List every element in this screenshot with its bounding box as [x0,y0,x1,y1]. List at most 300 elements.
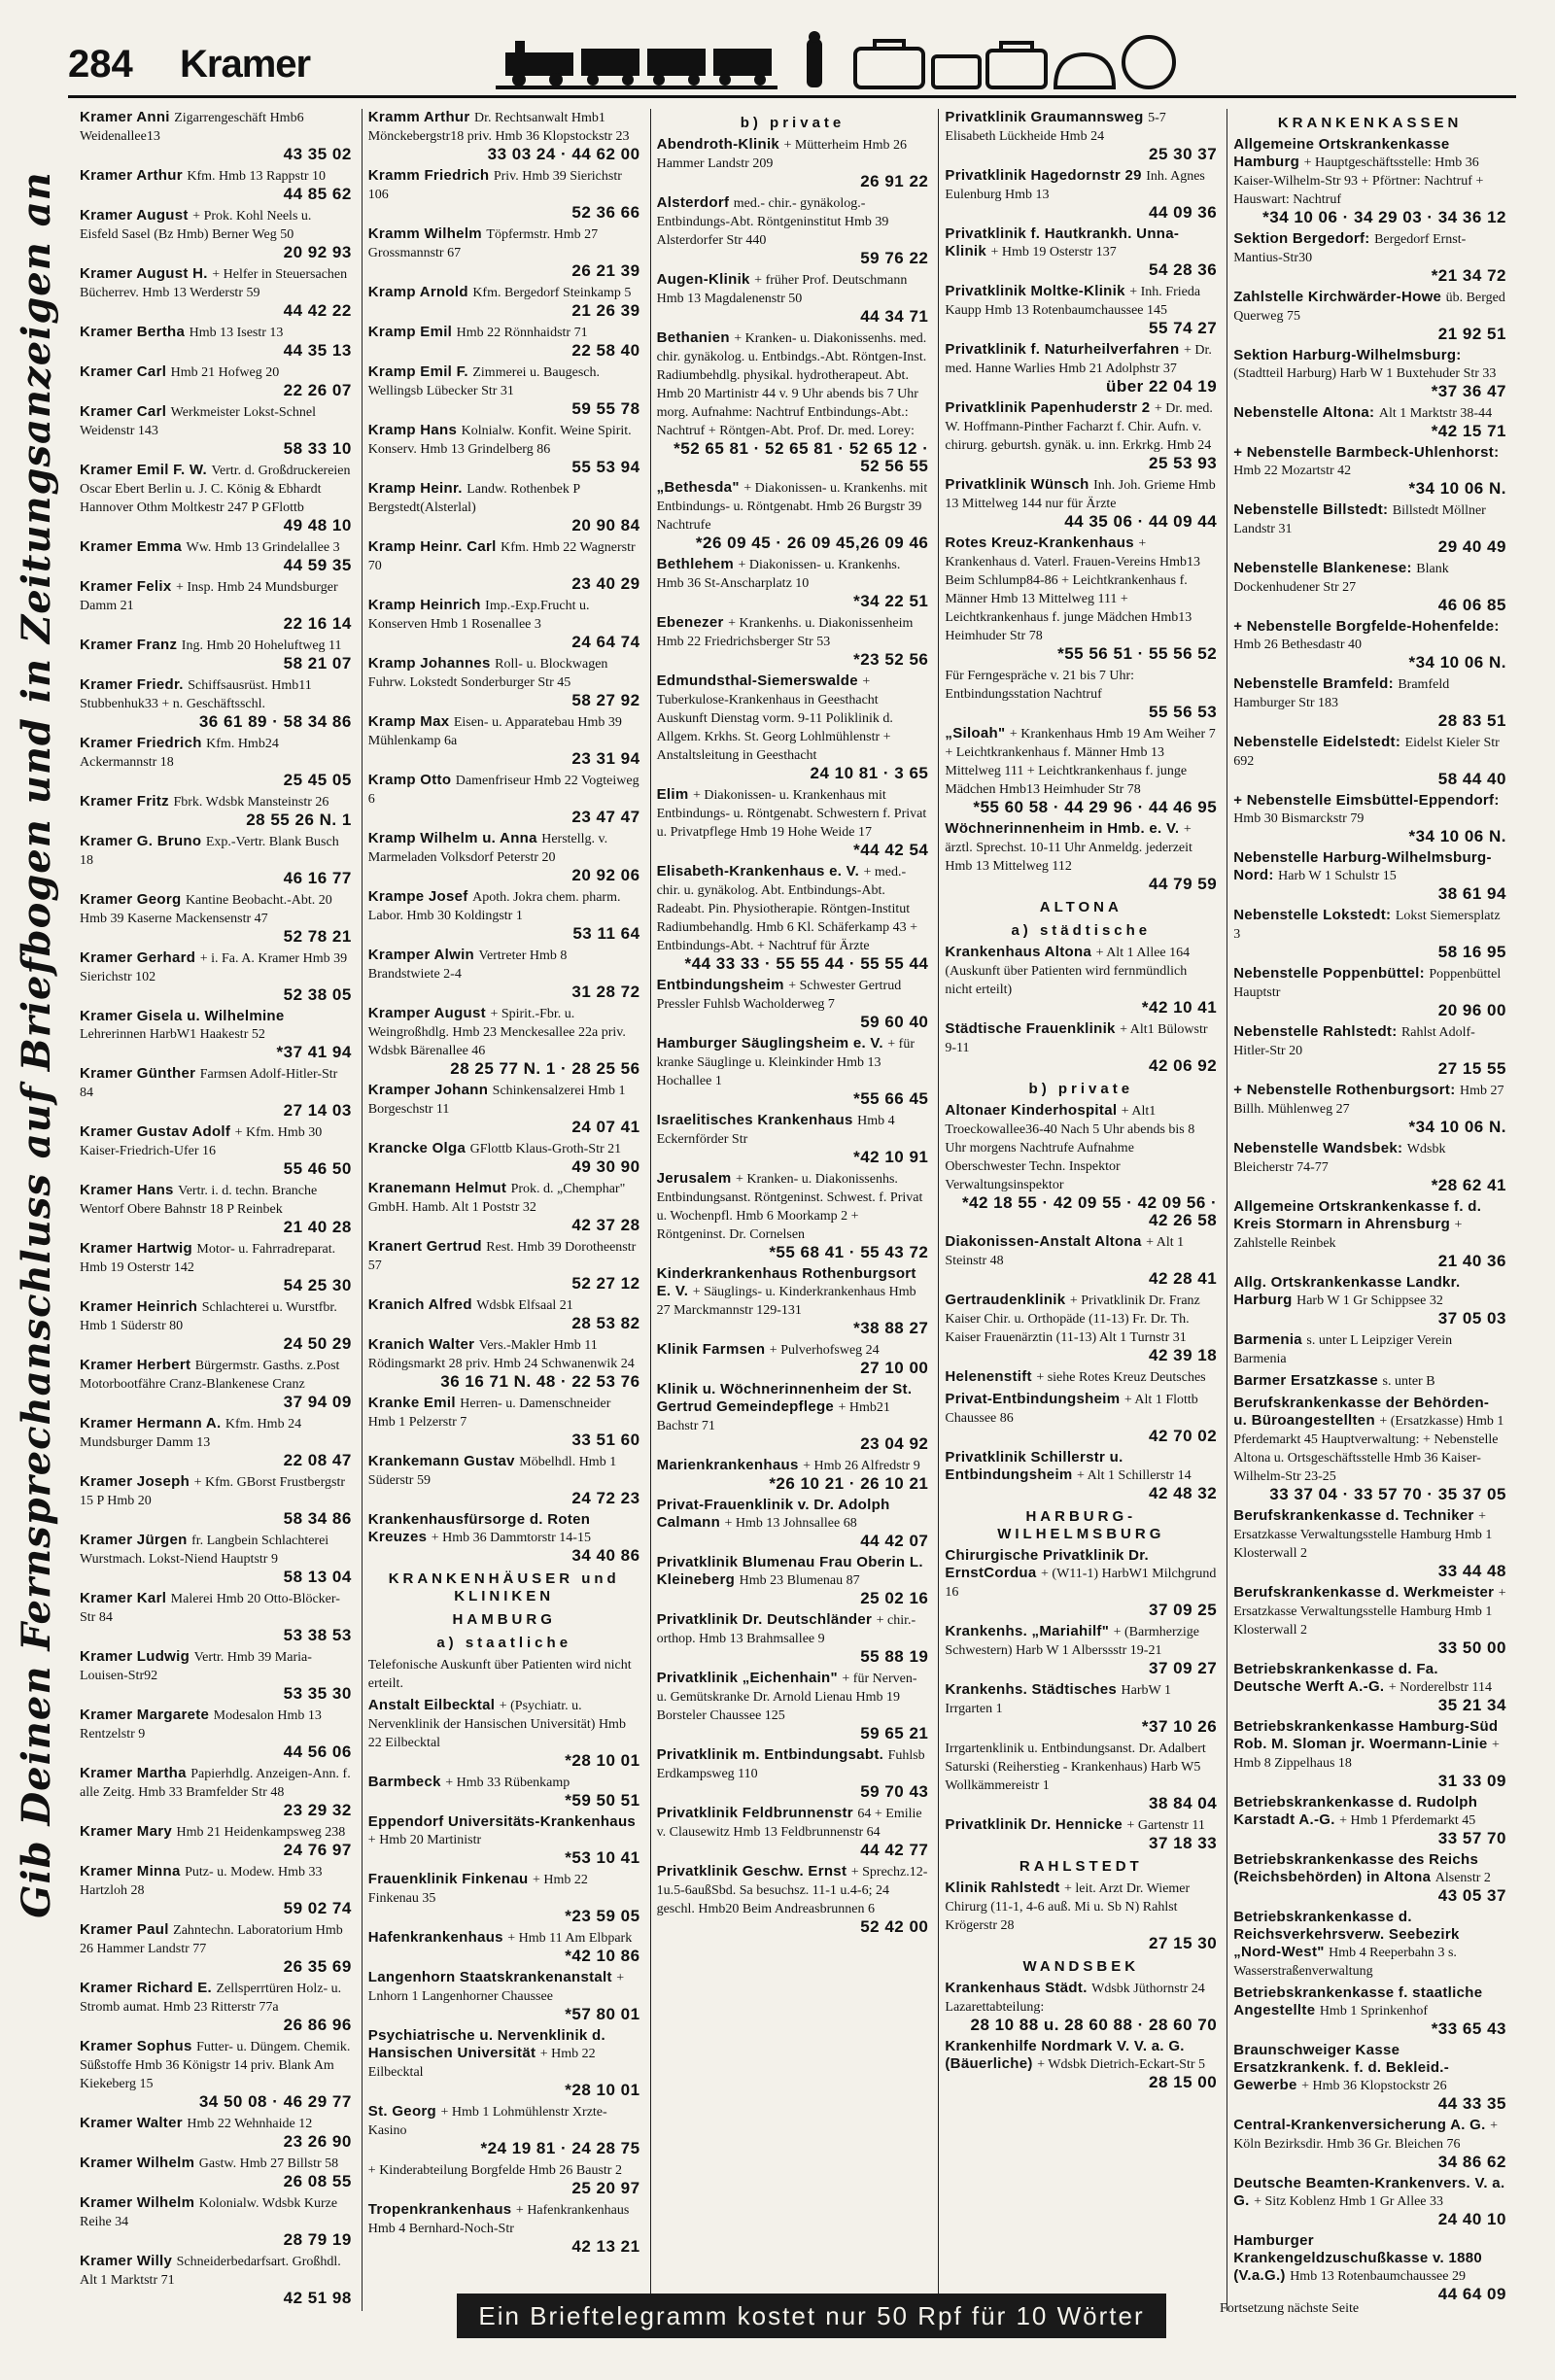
entry-name: Kramer Wilhelm [80,2194,199,2211]
entry-name: Kramp Emil [367,324,457,340]
section-heading: WANDSBEK [1022,1958,1140,1975]
entry-detail: Hmb 1 Sprinkenhof [1319,2004,1429,2018]
entry-name: Kramer Sophus [80,2038,197,2054]
entry-detail: Schneiderbedarfsart. Großhdl. Alt 1 Marktstr 71 [80,2255,341,2288]
directory-entry [657,1746,929,1801]
entry-phone: 33 57 70 [1437,1829,1506,1847]
entry-name: Edmundsthal-Siemerswalde [656,673,863,689]
directory-entry [1233,1661,1506,1714]
entry-phone: 26 35 69 [283,1957,352,1976]
section-heading: b) private [740,115,846,131]
entry-name: Eppendorf Universitäts-Krankenhaus [367,1813,637,1830]
entry-name: Klinik Farmsen [656,1341,770,1358]
entry-phone: 22 08 47 [283,1451,352,1469]
entry-detail: + für kranke Säuglinge u. Kleinkinder Hmb 13 Hochallee 1 [656,1037,916,1088]
directory-entry [945,1547,1217,1619]
entry-phone: 59 65 21 [860,1724,929,1742]
entry-name: Krancke Olga [367,1140,470,1156]
entry-detail: + für Nerven- u. Gemütskranke Dr. Arnold Lienau Hmb 19 Borsteler Chaussee 125 [656,1672,917,1723]
entry-name: Allgemeine Ortskrankenkasse Hamburg [1233,136,1450,170]
directory-entry [1233,1718,1506,1790]
entry-name: Nebenstelle Altona: [1233,404,1379,421]
entry-phone: 23 31 94 [571,749,640,768]
entry-detail: Vers.-Makler Hmb 11 Rödingsmarkt 28 priv. Hmb 24 Schwanenwik 24 [367,1338,635,1371]
entry-phone: *28 10 01 [565,1751,640,1770]
entry-phone: 28 25 77 N. 1 · 28 25 56 [450,1059,640,1078]
entry-detail: + Lnhorn 1 Langenhorner Chaussee [367,1971,625,2004]
directory-entry [1233,1984,1506,2038]
entry-detail: + Hmb 22 Eilbecktal [367,2047,596,2080]
entry-detail: + Insp. Hmb 24 Mundsburger Damm 21 [80,580,338,613]
directory-entry [1233,1395,1506,1503]
entry-phone: 31 33 09 [1437,1772,1506,1790]
entry-name: Klinik Rahlstedt [945,1880,1065,1896]
directory-entry [368,1395,640,1449]
entry-phone: 20 96 00 [1437,1001,1506,1019]
directory-entry [80,2155,352,2190]
entry-name: Kramer Herbert [80,1357,195,1373]
side-banner: Gib Deinen Fernsprechanschluss auf Briefbogen und in Zeitungsanzeigen an [14,171,59,1918]
entry-name: Kramper Alwin [367,947,479,963]
entry-detail: + (Barmherzige Schwestern) Harb W 1 Alberssstr 19-21 [945,1625,1199,1658]
directory-entry [1233,1372,1506,1391]
entry-phone: 58 16 95 [1437,943,1506,961]
directory-entry [80,949,352,1004]
directory-entry [80,1921,352,1976]
entry-phone: 43 05 37 [1437,1886,1506,1905]
column-3 [651,109,940,2311]
entry-detail: Töpfermstr. Hmb 27 Grossmannstr 67 [367,227,599,260]
directory-entry [368,1697,640,1770]
entry-phone: *37 10 26 [1141,1717,1218,1736]
entry-name: Kramer Arthur [80,167,188,184]
column-2 [363,109,651,2311]
entry-detail: Inh. Joh. Grieme Hmb 13 Mittelweg 144 nur für Ärzte [945,478,1216,511]
entry-detail: + Hafenkrankenhaus Hmb 4 Bernhard-Noch-Str [367,2203,630,2236]
entry-phone: 28 53 82 [571,1314,640,1332]
entry-detail: + Ersatzkasse Verwaltungsstelle Hamburg Hmb 1 Klosterwall 2 [1233,1586,1506,1638]
entry-name: Kramer Jürgen [80,1532,192,1548]
footer-banner: Ein Brieftelegramm kostet nur 50 Rpf für 10 Wörter [457,2294,1166,2338]
entry-phone: 24 72 23 [571,1489,640,1507]
entry-detail: + Kfm. Hmb 30 Kaiser-Friedrich-Ufer 16 [80,1125,323,1158]
entry-name: Bethlehem [656,556,739,572]
entry-name: Hamburger Krankengeldzuschußkasse v. 1880 (V.a.G.) [1233,2232,1482,2284]
entry-name: Kramp Otto [367,772,456,788]
entry-detail: Kfm. Bergedorf Steinkamp 5 [472,286,632,300]
entry-detail: Harb W 1 Schulstr 15 [1278,869,1397,883]
entry-phone: 23 47 47 [571,808,640,826]
entry-phone: *37 36 47 [1431,382,1506,400]
section-heading: KRANKENHÄUSER und KLINIKEN [388,1570,620,1604]
entry-name: Chirurgische Privatklinik Dr. ErnstCordua [945,1547,1149,1581]
entry-detail: Malerei Hmb 20 Otto-Blöcker-Str 84 [80,1592,340,1625]
entry-phone: 26 21 39 [571,261,640,280]
entry-detail: Herstellg. v. Marmeladen Volksdorf Peterstr 20 [367,832,608,865]
entry-name: Kramer Margarete [80,1707,214,1723]
directory-entry [1233,560,1506,614]
entry-detail: Hmb 30 Bismarckstr 79 [1233,811,1365,826]
entry-phone: 20 92 93 [283,243,352,261]
entry-name: Kramm Friedrich [367,167,494,184]
entry-phone: 42 51 98 [283,2289,352,2307]
entry-detail: + Alt 1 Allee 164 (Auskunft über Patienten wird fernmündlich nicht erteilt) [945,946,1191,997]
directory-entry [657,136,929,190]
entry-name: Anstalt Eilbecktal [367,1697,500,1713]
directory-entry [1233,136,1506,226]
entry-phone: 37 09 27 [1149,1659,1218,1677]
directory-entry [80,109,352,163]
entry-phone: 59 55 78 [571,399,640,418]
entry-phone: 37 09 25 [1149,1601,1218,1619]
entry-phone: 33 51 60 [571,1431,640,1449]
entry-detail: Fuhlsb Erdkampsweg 110 [656,1748,925,1781]
directory-entry [368,1140,640,1176]
entry-detail: + (Psychiatr. u. Nervenklinik der Hansischen Universität) Hmb 22 Eilbecktal [367,1699,626,1750]
directory-entry [1233,1507,1506,1580]
directory-entry [80,265,352,320]
entry-name: Gertraudenklinik [945,1292,1070,1308]
entry-phone: 52 36 66 [571,203,640,222]
entry-name: Kramer Emma [80,538,187,555]
entry-phone: 33 44 48 [1437,1562,1506,1580]
entry-phone: *55 56 51 · 55 56 52 [1057,644,1218,663]
entry-phone: 46 16 77 [283,869,352,887]
entry-phone: 21 40 28 [283,1218,352,1236]
entry-phone: 42 39 18 [1149,1346,1218,1364]
entry-phone: 44 56 06 [283,1742,352,1761]
entry-detail: Schiffsausrüst. Hmb11 Stubbenhuk33 + n. Geschäftsschl. [80,678,312,711]
entry-name: Kramp Johannes [367,655,496,672]
entry-name: Nebenstelle Blankenese: [1233,560,1417,576]
entry-detail: Exp.-Vertr. Blank Busch 18 [80,835,339,868]
entry-detail: + Hmb 26 Alfredstr 9 [803,1459,920,1473]
entry-name: Ebenezer [656,614,729,631]
entry-name: Nebenstelle Harburg-Wilhelmsburg-Nord: [1233,849,1492,883]
entry-detail: Putz- u. Modew. Hmb 33 Hartzloh 28 [80,1865,323,1898]
entry-phone: 24 50 29 [283,1334,352,1353]
directory-entry [945,167,1217,222]
directory-entry [80,324,352,360]
entry-name: + Nebenstelle Borgfelde-Hohenfelde: [1233,618,1500,635]
entry-name: Kramer Heinrich [80,1298,202,1315]
directory-entry [368,1929,640,1965]
entry-name: Krankenhs. „Mariahilf" [945,1623,1114,1639]
directory-entry [368,1511,640,1565]
entry-name: Kramer Walter [80,2115,188,2131]
page-header [68,27,1516,98]
entry-detail: Prok. d. „Chemphar" GmbH. Hamb. Alt 1 Poststr 32 [367,1182,626,1215]
entry-detail: + Hmb 33 Rübenkamp [445,1776,570,1790]
directory-entry [368,2027,640,2099]
entry-name: „Bethesda" [656,479,744,496]
directory-entry [657,329,929,475]
entry-phone: 31 28 72 [571,983,640,1001]
entry-name: Kramer Fritz [80,793,174,810]
directory-entry [80,1065,352,1120]
entry-name: Privatklinik f. Naturheilverfahren [945,341,1184,358]
directory-entry [1233,1851,1506,1905]
entry-detail: Inh. Agnes Eulenburg Hmb 13 [945,169,1205,202]
section-heading: ALTONA [1039,899,1123,915]
entry-phone: 24 64 74 [571,633,640,651]
entry-detail: Hmb 13 Isestr 13 [189,326,284,340]
directory-entry [657,271,929,326]
entry-detail: + Krankenhaus d. Vaterl. Frauen-Vereins Hmb13 Beim Schlump84-86 + Leichtkrankenhaus f. Männer Hmb 13 Mittelweg 111 + Leichtkrankenhaus f. junge Mädchen Hmb13 Heimhuder Str 78 [945,536,1200,643]
entry-phone: *23 52 56 [853,650,929,669]
entry-detail: + Hmb 20 Martinistr [367,1833,482,1847]
directory-entry [657,1611,929,1666]
directory-entry [368,1453,640,1507]
entry-name: Nebenstelle Wandsbek: [1233,1140,1407,1156]
entry-phone: 25 45 05 [283,771,352,789]
entry-phone: 59 02 74 [283,1899,352,1917]
directory-entry [1233,347,1506,400]
entry-detail: + Säuglings- u. Kinderkrankenhaus Hmb 27 Marckmannstr 129-131 [656,1285,916,1318]
entry-phone: 28 55 26 N. 1 [246,811,352,829]
entry-detail: + i. Fa. A. Kramer Hmb 39 Sierichstr 102 [80,951,348,984]
directory-entry [368,2201,640,2256]
entry-name: Altonaer Kinderhospital [945,1102,1122,1119]
entry-detail: Möbelhdl. Hmb 1 Süderstr 59 [367,1455,617,1488]
section-heading: b) private [1028,1081,1134,1097]
directory-entry [657,1035,929,1108]
entry-name: Privatklinik f. Hautkrankh. Unna-Klinik [945,225,1180,259]
entry-phone: *42 18 55 · 42 09 55 · 42 09 56 · 42 26 58 [961,1193,1218,1229]
entry-name: Sektion Bergedorf: [1233,230,1375,247]
entry-detail: Herren- u. Damenschneider Hmb 1 Pelzerstr 7 [367,1397,611,1430]
entry-detail: GFlottb Klaus-Groth-Str 21 [469,1142,622,1156]
entry-phone: 20 92 06 [571,866,640,884]
entry-name: Kramer Karl [80,1590,171,1606]
entry-detail: s. unter B [1382,1374,1435,1389]
entry-phone: 44 35 13 [283,341,352,360]
entry-phone: *59 50 51 [565,1791,640,1810]
directory-entry [657,863,929,973]
entry-detail: Wdsbk Elfsaal 21 [476,1298,573,1313]
directory-entry [368,225,640,280]
entry-name: + Nebenstelle Eimsbüttel-Eppendorf: [1233,792,1500,809]
entry-name: Kramer Gustav Adolf [80,1123,235,1140]
directory-entry [1233,1140,1506,1194]
entry-phone: 37 18 33 [1149,1834,1218,1852]
directory-entry [1233,2175,1506,2228]
entry-detail: üb. Berged Querweg 75 [1233,291,1505,324]
directory-entry [80,1648,352,1703]
entry-phone: *34 10 06 N. [1408,827,1506,845]
entry-detail: Kfm. Hmb 22 Wagnerstr 70 [367,540,636,573]
entry-detail: + Kfm. GBorst Frustbergstr 15 P Hmb 20 [80,1475,346,1508]
directory-entry [657,673,929,782]
directory-entry [80,1415,352,1469]
entry-detail: 5-7 Elisabeth Lückheide Hmb 24 [945,111,1166,144]
entry-name: Kranich Walter [367,1336,479,1353]
directory-entry [1233,1023,1506,1078]
entry-detail: + Hauptgeschäftsstelle: Hmb 36 Kaiser-Wilhelm-Str 93 + Pförtner: Nachtruf + Hauswart: Nachtruf [1233,155,1484,207]
entry-detail: Billstedt Möllner Landstr 31 [1233,503,1486,536]
entry-detail: Telefonische Auskunft über Patienten wird nicht erteilt. [367,1658,632,1691]
entry-name: Kramer Emil F. W. [80,462,212,478]
directory-entry [368,480,640,535]
directory-entry [945,476,1217,531]
directory-entry [368,830,640,884]
directory-entry [945,283,1217,337]
entry-phone: 26 08 55 [283,2172,352,2190]
directory-entry [80,1240,352,1294]
entry-detail: Kfm. Hmb24 Ackermannstr 18 [80,737,279,770]
footnote: Fortsetzung nächste Seite [1220,2301,1360,2316]
directory-entry [945,1816,1217,1852]
entry-phone: 37 05 03 [1437,1309,1506,1328]
entry-phone: *26 10 21 · 26 10 21 [769,1474,929,1493]
entry-detail: + Hmb 1 Pferdemarkt 45 [1339,1813,1476,1828]
entry-phone: 22 26 07 [283,381,352,399]
entry-phone: *34 10 06 · 34 29 03 · 34 36 12 [1262,208,1506,226]
directory-entry [1233,734,1506,788]
entry-phone: 58 44 40 [1437,770,1506,788]
entry-name: Kramer Günther [80,1065,200,1082]
entry-phone: 36 16 71 N. 48 · 22 53 76 [440,1372,640,1391]
directory-entry [80,1863,352,1917]
entry-phone: 52 38 05 [283,985,352,1004]
entry-phone: 53 11 64 [572,924,640,943]
directory-entry [945,1623,1217,1677]
directory-entry [368,324,640,360]
entry-name: Privatklinik Dr. Deutschländer [656,1611,877,1628]
entry-name: Central-Krankenversicherung A. G. [1233,2117,1491,2133]
entry-phone: *55 60 58 · 44 29 96 · 44 46 95 [973,798,1218,816]
entry-name: Kramer Franz [80,637,182,653]
section-heading: HARBURG-WILHELMSBURG [997,1508,1165,1542]
entry-detail: + Dr. med. W. Hoffmann-Pinther Facharzt f. Chir. Aufn. v. chirurg. geburtsh. gynäk. u. inn. Erkrkg. Hmb 24 [945,401,1213,453]
entry-phone: 20 90 84 [571,516,640,535]
directory-entry [80,1765,352,1819]
entry-detail: + Hmb 8 Zippelhaus 18 [1233,1738,1500,1771]
directory-entry [1233,1274,1506,1328]
entry-phone: *34 22 51 [853,592,929,610]
entry-detail: + Köln Bezirksdir. Hmb 36 Gr. Bleichen 76 [1233,2119,1498,2152]
column-1 [74,109,363,2311]
entry-name: Kramer Carl [80,403,171,420]
entry-detail: + Hmb 36 Klopstockstr 26 [1301,2079,1447,2093]
directory-entry [80,2038,352,2111]
entry-detail: Rest. Hmb 39 Dorotheenstr 57 [367,1240,637,1273]
entry-name: Privatklinik Wünsch [945,476,1094,493]
entry-name: Berufskrankenkasse der Behörden- u. Büroangestellten [1233,1395,1490,1429]
entry-name: Kramer Gerhard [80,949,200,966]
entry-detail: Hmb 4 Eckernförder Str [656,1114,895,1147]
entry-phone: *37 41 94 [276,1043,352,1061]
entry-name: Nebenstelle Rahlstedt: [1233,1023,1401,1040]
entry-phone: 44 09 36 [1149,203,1218,222]
entry-name: + Nebenstelle Barmbeck-Uhlenhorst: [1233,444,1500,461]
entry-phone: 35 21 34 [1437,1696,1506,1714]
entry-name: Krankenhaus Altona [945,944,1096,960]
entry-phone: *34 10 06 N. [1408,1118,1506,1136]
entry-name: Zahlstelle Kirchwärder-Howe [1233,289,1446,305]
entry-detail: Poppenbüttel Hauptstr [1233,967,1502,1000]
entry-detail: + Kranken- u. Diakonissenhs. med. chir. gynäkolog. u. Entbindgs.-Abt. Röntgen-Inst. Radiumbehdlg. physikal. hydrotherapeut. Abt. Hmb 20 Martinistr 44 v. 9 Uhr abends bis 7 Uhr morg. Aufnahme: Nachtruf Entbindungs-Abt.: Nachtruf + Röntgen-Abt. Prof. Dr. med. Lorey: [656,331,927,438]
directory-entry [1233,907,1506,961]
entry-name: Kranich Alfred [367,1296,477,1313]
entry-detail: Hmb 22 Rönnhaidstr 71 [456,326,588,340]
entry-detail: Farmsen Adolf-Hitler-Str 84 [80,1067,338,1100]
entry-detail: Fbrk. Wdsbk Mansteinstr 26 [173,795,329,810]
entry-phone: 52 27 12 [571,1274,640,1293]
directory-entry [80,2194,352,2249]
entry-name: Kramer Hans [80,1182,179,1198]
entry-detail: Vertr. i. d. techn. Branche Wentorf Obere Bahnstr 18 P Reinbek [80,1184,318,1217]
directory-entry [945,725,1217,816]
entry-name: Allg. Ortskrankenkasse Landkr. Harburg [1233,1274,1461,1308]
entry-phone: 24 07 41 [571,1118,640,1136]
entry-name: „Siloah" [945,725,1010,742]
directory-entry [657,1170,929,1261]
entry-detail: Hmb 21 Hofweg 20 [170,365,280,380]
directory-entry [80,462,352,535]
entry-detail: Alsenstr 2 [1434,1871,1491,1885]
entry-phone: 23 26 90 [283,2132,352,2151]
directory-entry [368,597,640,651]
directory-entry [945,944,1217,1017]
directory-entry [1233,1584,1506,1657]
entry-detail: Bergedorf Ernst-Mantius-Str30 [1233,232,1467,265]
directory-entry [368,2161,640,2197]
section-heading: HAMBURG [452,1611,556,1628]
header-illustration-icon [496,31,1176,93]
entry-detail: Landw. Rothenbek P Bergstedt(Alsterlal) [367,482,580,515]
entry-name: Wöchnerinnenheim in Hmb. e. V. [945,820,1184,837]
directory-entry [80,1298,352,1353]
entry-detail: + Prok. Kohl Neels u. Eisfeld Sasel (Bz Hmb) Berner Weg 50 [80,209,312,242]
directory-entry [80,538,352,574]
entry-detail: Schinkensalzerei Hmb 1 Borgeschstr 11 [367,1084,626,1117]
entry-detail: + Alt1 Bülowstr 9-11 [945,1022,1208,1055]
entry-detail: + Hmb 19 Osterstr 137 [990,245,1117,259]
entry-detail: + Alt 1 Flottb Chaussee 86 [945,1393,1198,1426]
entry-phone: 34 86 62 [1437,2153,1506,2171]
entry-detail: + (W11-1) HarbW1 Milchgrund 16 [945,1567,1217,1600]
entry-name: Betriebskrankenkasse Hamburg-Süd Rob. M. Sloman jr. Woermann-Linie [1233,1718,1499,1752]
directory-entry [368,1180,640,1234]
entry-name: Tropenkrankenhaus [367,2201,516,2218]
entry-name: Kramer Paul [80,1921,174,1938]
directory-entry [945,109,1217,163]
directory-entry [945,1233,1217,1288]
directory-entry [368,1082,640,1136]
directory-entry [945,1740,1217,1812]
entry-phone: 34 40 86 [571,1546,640,1565]
directory-entry [1233,1794,1506,1847]
entry-name: Kramper Johann [367,1082,493,1098]
directory-entry [80,833,352,887]
entry-phone: 21 92 51 [1437,325,1506,343]
header-word: Kramer [180,43,311,86]
entry-name: Kramer Ludwig [80,1648,194,1665]
entry-phone: 42 37 28 [571,1216,640,1234]
entry-detail: + Hmb21 Bachstr 71 [656,1400,890,1433]
entry-detail: s. unter L Leipziger Verein Barmenia [1233,1333,1453,1366]
directory-entry [945,1880,1217,1952]
entry-name: Jerusalem [656,1170,736,1187]
entry-name: Barmer Ersatzkasse [1233,1372,1383,1389]
entry-detail: Ing. Hmb 20 Hoheluftweg 11 [181,638,342,653]
entry-phone: *52 65 81 · 52 65 81 · 52 65 12 · 52 56 55 [674,439,929,475]
entry-detail: + Hmb 13 Johnsallee 68 [724,1516,857,1531]
entry-detail: + Ersatzkasse Verwaltungsstelle Hamburg Hmb 1 Klosterwall 2 [1233,1509,1493,1561]
directory-entry [80,363,352,399]
section-heading: RAHLSTEDT [1019,1858,1143,1875]
